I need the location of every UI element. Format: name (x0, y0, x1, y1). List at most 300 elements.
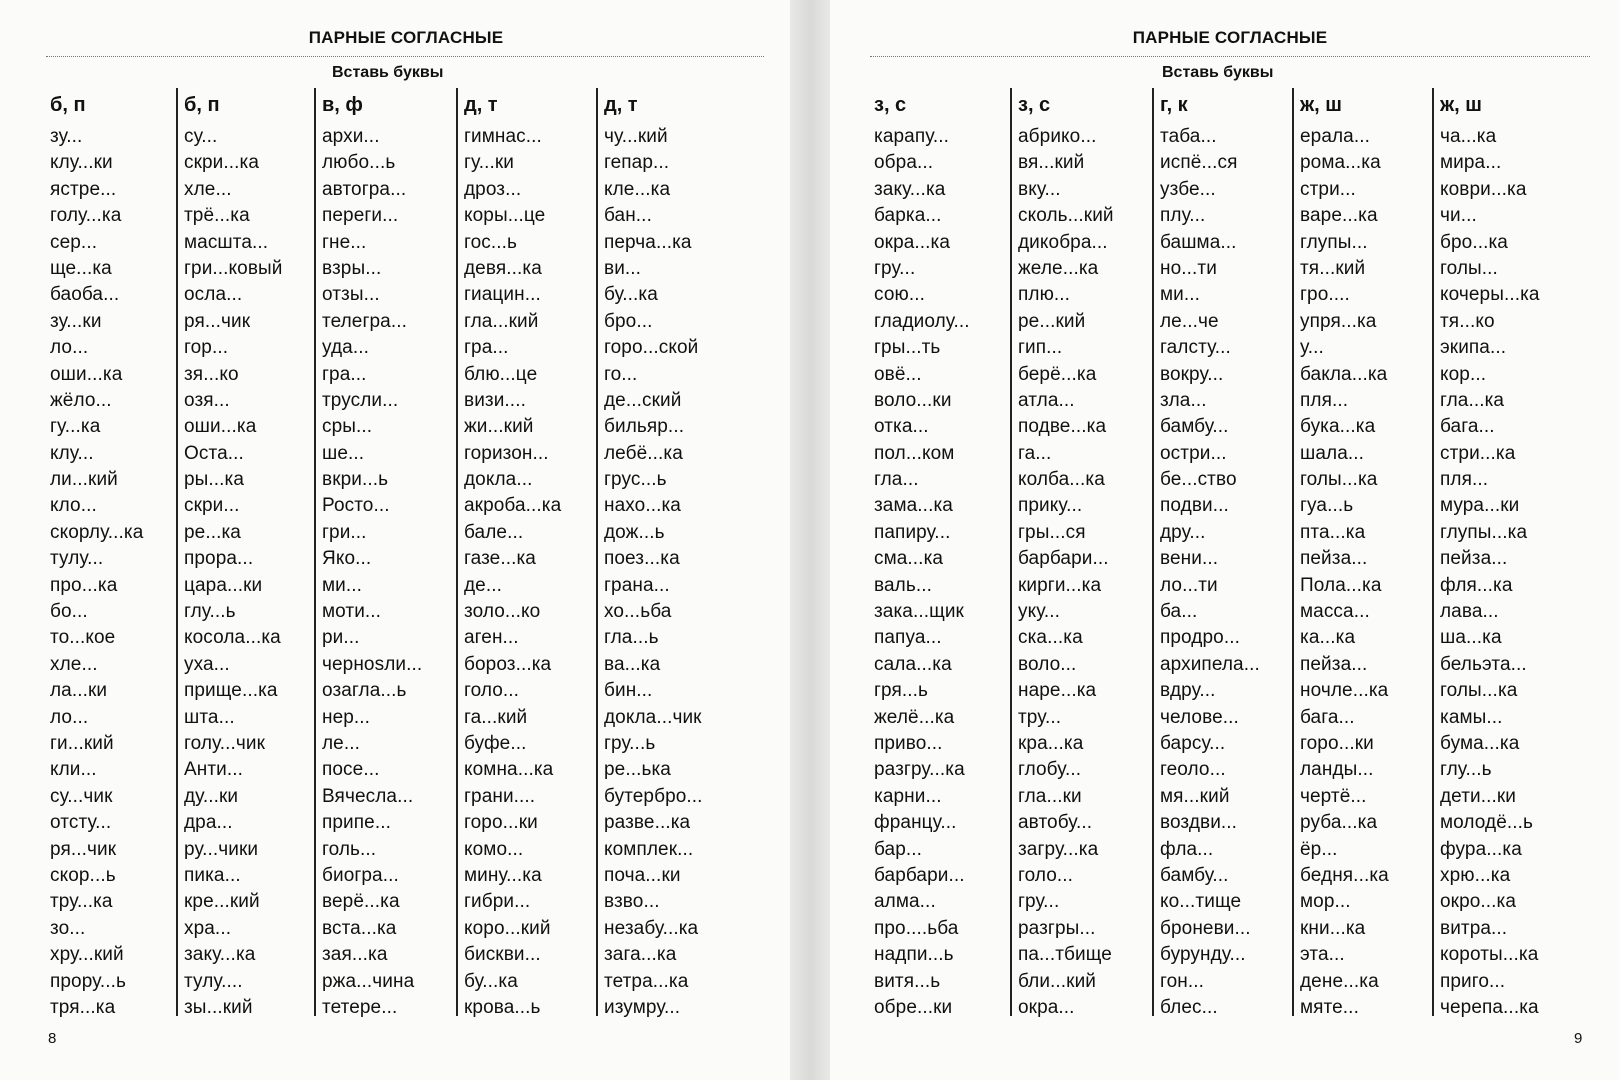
word-item: па...тбище (1018, 944, 1112, 966)
word-item: ле...че (1160, 310, 1219, 332)
word-item: то...кое (50, 627, 116, 649)
word-item: овё... (874, 363, 922, 385)
word-item: ястре... (50, 178, 117, 200)
word-item: су...чик (50, 785, 113, 807)
word-item: гладиолу... (874, 310, 970, 332)
word-item: скри...ка (184, 152, 260, 174)
word-item: бороз...ка (464, 653, 552, 675)
word-item: пейза... (1300, 548, 1368, 570)
word-item: кра...ка (1018, 732, 1084, 754)
word-list (464, 124, 596, 1021)
word-item: окра... (1018, 996, 1075, 1018)
word-item: озя... (184, 389, 230, 411)
word-item: скор...ь (50, 864, 116, 886)
word-item: косола...ка (184, 627, 281, 649)
word-item: зла... (1160, 389, 1207, 411)
word-item: зу...ки (50, 310, 102, 332)
word-item: голы... (1440, 257, 1498, 279)
word-item: окра...ка (874, 231, 951, 253)
word-item: черепа...ка (1440, 996, 1539, 1018)
word-item: визи.... (464, 389, 526, 411)
word-item: кни...ка (1300, 917, 1366, 939)
word-item: глобу... (1018, 759, 1082, 781)
word-item: зака...щик (874, 601, 964, 623)
page-title: ПАРНЫЕ СОГЛАСНЫЕ (308, 28, 504, 47)
word-item: автогра... (322, 178, 407, 200)
word-item: мор... (1300, 891, 1351, 913)
word-item: гры...ся (1018, 521, 1086, 543)
word-item: поез...ка (604, 548, 680, 570)
word-item: ше... (322, 442, 365, 464)
word-list (1300, 124, 1432, 1021)
word-item: ще...ка (50, 257, 112, 279)
word-item: дикобра... (1018, 231, 1108, 253)
word-item: сколь...кий (1018, 205, 1114, 227)
word-item: тря...ка (50, 996, 116, 1018)
word-item: кле...ка (604, 178, 671, 200)
word-item: папуа... (874, 627, 942, 649)
word-item: вку... (1018, 178, 1061, 200)
word-item: кор... (1440, 363, 1487, 385)
word-item: сою... (874, 284, 925, 306)
word-item: ли...кий (50, 469, 118, 491)
word-item: барсу... (1160, 732, 1226, 754)
word-item: голы...ка (1300, 469, 1378, 491)
word-item: гне... (322, 231, 367, 253)
word-item: пля... (1300, 389, 1349, 411)
word-item: гру... (874, 257, 916, 279)
word-item: ре...ка (184, 521, 241, 543)
word-item: экипа... (1440, 337, 1507, 359)
word-columns (46, 88, 766, 1016)
word-item: автобу... (1018, 812, 1093, 834)
column-header: б, п (184, 94, 220, 116)
word-item: барбари... (1018, 548, 1109, 570)
word-item: тя...кий (1300, 257, 1366, 279)
word-item: чернosли... (322, 653, 423, 675)
word-item: вя...кий (1018, 152, 1085, 174)
word-item: га...кий (464, 706, 528, 728)
word-item: плю... (1018, 284, 1071, 306)
word-item: ми... (1160, 284, 1201, 306)
word-item: клу...ки (50, 152, 113, 174)
word-item: камы... (1440, 706, 1503, 728)
word-item: пейза... (1300, 653, 1368, 675)
word-item: пол...ком (874, 442, 955, 464)
word-item: ле... (322, 732, 360, 754)
word-item: эта... (1300, 944, 1345, 966)
word-item: любо...ь (322, 152, 396, 174)
word-item: короты...ка (1440, 944, 1539, 966)
word-item: го... (604, 363, 638, 385)
column-header: ж, ш (1440, 94, 1482, 116)
word-item: ночле...ка (1300, 680, 1389, 702)
word-item: уха... (184, 653, 230, 675)
word-item: су... (184, 126, 218, 147)
word-item: францу... (874, 812, 957, 834)
word-item: кло... (50, 495, 97, 517)
word-item: тя...ко (1440, 310, 1495, 332)
word-item: грани.... (464, 785, 536, 807)
word-column (318, 88, 458, 1016)
word-item: де... (464, 574, 502, 596)
column-header: з, с (874, 94, 907, 116)
word-item: рома...ка (1300, 152, 1381, 174)
word-item: гу...ки (464, 152, 514, 174)
word-item: горо...ки (1300, 732, 1374, 754)
word-item: моти... (322, 601, 382, 623)
word-item: мину...ка (464, 864, 542, 886)
word-item: архипела... (1160, 653, 1260, 675)
word-item: воло... (1018, 653, 1077, 675)
word-item: Анти... (184, 759, 244, 781)
word-item: обра... (874, 152, 934, 174)
word-item: ря...чик (184, 310, 251, 332)
word-column (460, 88, 598, 1016)
word-item: ре...ька (604, 759, 671, 781)
word-item: хру...кий (50, 944, 124, 966)
word-item: комо... (464, 838, 524, 860)
word-item: голу...ка (50, 205, 122, 227)
word-item: гра... (464, 337, 509, 359)
word-item: незабу...ка (604, 917, 699, 939)
word-item: тулу.... (184, 970, 243, 992)
word-item: зя...ко (184, 363, 239, 385)
word-item: броневи... (1160, 917, 1251, 939)
word-item: прору...ь (50, 970, 127, 992)
word-item: алма... (874, 891, 936, 913)
word-item: пейза... (1440, 548, 1508, 570)
word-column (600, 88, 766, 1016)
word-list (50, 124, 176, 1021)
word-item: бин... (604, 680, 653, 702)
word-item: телегра... (322, 310, 407, 332)
word-item: чу...кий (604, 126, 668, 147)
word-item: ги...кий (50, 732, 114, 754)
word-item: чи... (1440, 205, 1477, 227)
word-item: грус...ь (604, 469, 667, 491)
word-item: атла... (1018, 389, 1075, 411)
word-item: горизон... (464, 442, 549, 464)
word-item: кирги...ка (1018, 574, 1102, 596)
word-item: золо...ко (464, 601, 541, 623)
word-item: трусли... (322, 389, 399, 411)
word-item: голь... (322, 838, 377, 860)
word-item: сма...ка (874, 548, 944, 570)
word-item: клу... (50, 442, 94, 464)
word-item: перча...ка (604, 231, 692, 253)
word-item: кре...кий (184, 891, 260, 913)
word-item: лава... (1440, 601, 1499, 623)
page-number: 8 (48, 1030, 57, 1047)
word-item: желё...ка (874, 706, 955, 728)
word-item: сала...ка (874, 653, 952, 675)
word-item: бискви... (464, 944, 541, 966)
word-item: горо...ской (604, 337, 699, 359)
word-item: сры... (322, 416, 373, 438)
column-header: д, т (464, 94, 498, 116)
word-item: зая...ка (322, 944, 388, 966)
word-item: бамбу... (1160, 864, 1229, 886)
word-item: дож...ь (604, 521, 665, 543)
word-item: пика... (184, 864, 241, 886)
word-item: ко...тище (1160, 891, 1242, 913)
word-item: бу...ка (604, 284, 658, 306)
word-item: бале... (464, 521, 524, 543)
word-item: колба...ка (1018, 469, 1105, 491)
word-item: посе... (322, 759, 380, 781)
word-item: кочеры...ка (1440, 284, 1540, 306)
word-item: у... (1300, 337, 1324, 359)
dotted-divider (46, 56, 764, 57)
word-item: гла...кий (464, 310, 539, 332)
word-item: вкри...ь (322, 469, 389, 491)
word-item: шала... (1300, 442, 1364, 464)
word-item: ло... (50, 337, 89, 359)
word-item: отзы... (322, 284, 380, 306)
word-item: бильяр... (604, 416, 685, 438)
word-item: гла...ка (1440, 389, 1505, 411)
word-item: блес... (1160, 996, 1218, 1018)
word-item: остри... (1160, 442, 1227, 464)
word-item: биогра... (322, 864, 399, 886)
word-item: глупы... (1300, 231, 1368, 253)
word-item: дети...ки (1440, 785, 1517, 807)
word-column (1436, 88, 1600, 1016)
word-item: голо... (1018, 864, 1074, 886)
word-item: гепар... (604, 152, 670, 174)
word-item: гри... (322, 521, 367, 543)
word-item: голо... (464, 680, 520, 702)
word-item: голы...ка (1440, 680, 1518, 702)
word-item: ло... (50, 706, 89, 728)
word-item: жи...кий (464, 416, 534, 438)
word-item: молодё...ь (1440, 812, 1534, 834)
word-item: дру... (1160, 521, 1206, 543)
word-item: про...ка (50, 574, 118, 596)
word-item: стри...ка (1440, 442, 1516, 464)
word-item: взры... (322, 257, 382, 279)
word-item: гимнас... (464, 126, 542, 147)
word-item: тру...ка (50, 891, 113, 913)
word-item: тулу... (50, 548, 104, 570)
word-item: нер... (322, 706, 371, 728)
word-item: зама...ка (874, 495, 953, 517)
word-item: Оста... (184, 442, 244, 464)
word-item: мяте... (1300, 996, 1359, 1018)
word-item: ерала... (1300, 126, 1370, 147)
word-item: гон... (1160, 970, 1205, 992)
word-item: бума...ка (1440, 732, 1520, 754)
word-item: воло...ки (874, 389, 952, 411)
word-item: отсту... (50, 812, 112, 834)
word-item: надпи...ь (874, 944, 954, 966)
word-item: карапу... (874, 126, 950, 147)
word-item: хрю...ка (1440, 864, 1511, 886)
word-item: хра... (184, 917, 232, 939)
word-item: ба... (1160, 601, 1198, 623)
word-item: витра... (1440, 917, 1508, 939)
word-item: трё...ка (184, 205, 250, 227)
word-item: ду...ки (184, 785, 239, 807)
word-item: вста...ка (322, 917, 397, 939)
word-item: припе... (322, 812, 391, 834)
word-item: озагла...ь (322, 680, 407, 702)
word-list (184, 124, 314, 1021)
word-item: ва...ка (604, 653, 661, 675)
word-item: вени... (1160, 548, 1219, 570)
word-item: бо... (50, 601, 88, 623)
word-item: ска...ка (1018, 627, 1083, 649)
word-item: зу... (50, 126, 83, 147)
word-item: уку... (1018, 601, 1061, 623)
word-item: глу...ь (184, 601, 236, 623)
page-title: ПАРНЫЕ СОГЛАСНЫЕ (1132, 28, 1328, 47)
word-item: зага...ка (604, 944, 677, 966)
word-item: бага... (1300, 706, 1355, 728)
column-header: д, т (604, 94, 638, 116)
word-item: геоло... (1160, 759, 1226, 781)
word-item: масшта... (184, 231, 269, 253)
word-item: валь... (874, 574, 932, 596)
word-item: переги... (322, 205, 399, 227)
word-item: гра... (322, 363, 367, 385)
word-item: оши...ка (50, 363, 123, 385)
word-item: кли... (50, 759, 97, 781)
page-left (0, 0, 790, 1080)
word-item: оши...ка (184, 416, 257, 438)
word-item: упря...ка (1300, 310, 1377, 332)
word-item: бурунду... (1160, 944, 1246, 966)
word-item: бамбу... (1160, 416, 1229, 438)
word-item: докла...чик (604, 706, 702, 728)
word-item: подви... (1160, 495, 1229, 517)
word-item: разве...ка (604, 812, 691, 834)
word-item: голу...чик (184, 732, 266, 754)
word-item: зо... (50, 917, 86, 939)
word-item: заку...ка (874, 178, 946, 200)
word-item: глупы...ка (1440, 521, 1528, 543)
word-item: бука...ка (1300, 416, 1376, 438)
word-item: гиацин... (464, 284, 541, 306)
word-item: взво... (604, 891, 660, 913)
word-column (870, 88, 1012, 1016)
word-item: хле... (50, 653, 98, 675)
word-item: приго... (1440, 970, 1506, 992)
word-item: барка... (874, 205, 942, 227)
column-header: в, ф (322, 94, 363, 116)
word-item: желе...ка (1018, 257, 1099, 279)
word-item: пля... (1440, 469, 1489, 491)
column-header: ж, ш (1300, 94, 1342, 116)
word-item: гла...ки (1018, 785, 1082, 807)
word-item: бро... (604, 310, 653, 332)
word-item: гла...ь (604, 627, 659, 649)
word-item: ми... (322, 574, 363, 596)
word-item: тетра...ка (604, 970, 689, 992)
word-item: отка... (874, 416, 929, 438)
word-item: ло...ти (1160, 574, 1218, 596)
page-number: 9 (1574, 1030, 1583, 1047)
dotted-divider (870, 56, 1590, 57)
word-item: узбе... (1160, 178, 1216, 200)
word-item: архи... (322, 126, 380, 147)
word-item: бан... (604, 205, 652, 227)
word-item: плу... (1160, 205, 1206, 227)
word-item: Росто... (322, 495, 390, 517)
word-item: гуа...ь (1300, 495, 1354, 517)
word-item: поча...ки (604, 864, 681, 886)
word-item: цара...ки (184, 574, 263, 596)
word-list (1440, 124, 1600, 1021)
word-item: челове... (1160, 706, 1239, 728)
word-column (1014, 88, 1154, 1016)
word-item: обре...ки (874, 996, 953, 1018)
word-item: хо...ьба (604, 601, 672, 623)
word-item: берё...ка (1018, 363, 1097, 385)
word-item: скорлу...ка (50, 521, 144, 543)
word-item: гла... (874, 469, 919, 491)
word-item: подве...ка (1018, 416, 1107, 438)
word-item: буфе... (464, 732, 527, 754)
word-item: изумру... (604, 996, 681, 1018)
word-item: гры...ть (874, 337, 941, 359)
word-column (180, 88, 316, 1016)
word-item: Вячесла... (322, 785, 414, 807)
word-item: ры...ка (184, 469, 245, 491)
word-item: гру...ь (604, 732, 656, 754)
word-item: верё...ка (322, 891, 400, 913)
word-item: шта... (184, 706, 235, 728)
word-column (1156, 88, 1294, 1016)
word-item: бельэта... (1440, 653, 1527, 675)
word-item: ре...кий (1018, 310, 1086, 332)
word-item: гря...ь (874, 680, 929, 702)
word-item: дра... (184, 812, 233, 834)
word-item: ря...чик (50, 838, 117, 860)
word-item: загру...ка (1018, 838, 1099, 860)
word-item: стри... (1300, 178, 1356, 200)
word-item: коро...кий (464, 917, 551, 939)
word-item: бли...кий (1018, 970, 1097, 992)
word-item: гри...ковый (184, 257, 283, 279)
word-item: комна...ка (464, 759, 554, 781)
word-item: вокру... (1160, 363, 1224, 385)
word-item: нахо...ка (604, 495, 681, 517)
word-item: крова...ь (464, 996, 541, 1018)
word-item: бе...ство (1160, 469, 1237, 491)
word-item: грана... (604, 574, 670, 596)
word-item: фура...ка (1440, 838, 1522, 860)
word-item: аген... (464, 627, 519, 649)
word-list (874, 124, 1010, 1021)
word-item: ла...ки (50, 680, 108, 702)
word-item: чертё... (1300, 785, 1367, 807)
word-item: ча...ка (1440, 126, 1497, 147)
book-gutter (790, 0, 830, 1080)
word-item: га... (1018, 442, 1052, 464)
word-item: прора... (184, 548, 254, 570)
word-item: дене...ка (1300, 970, 1379, 992)
word-item: ёр... (1300, 838, 1338, 860)
column-header: з, с (1018, 94, 1051, 116)
word-item: ша...ка (1440, 627, 1502, 649)
word-item: ру...чики (184, 838, 259, 860)
word-item: заку...ка (184, 944, 256, 966)
word-item: вдру... (1160, 680, 1216, 702)
word-item: фла... (1160, 838, 1214, 860)
word-item: гибри... (464, 891, 531, 913)
